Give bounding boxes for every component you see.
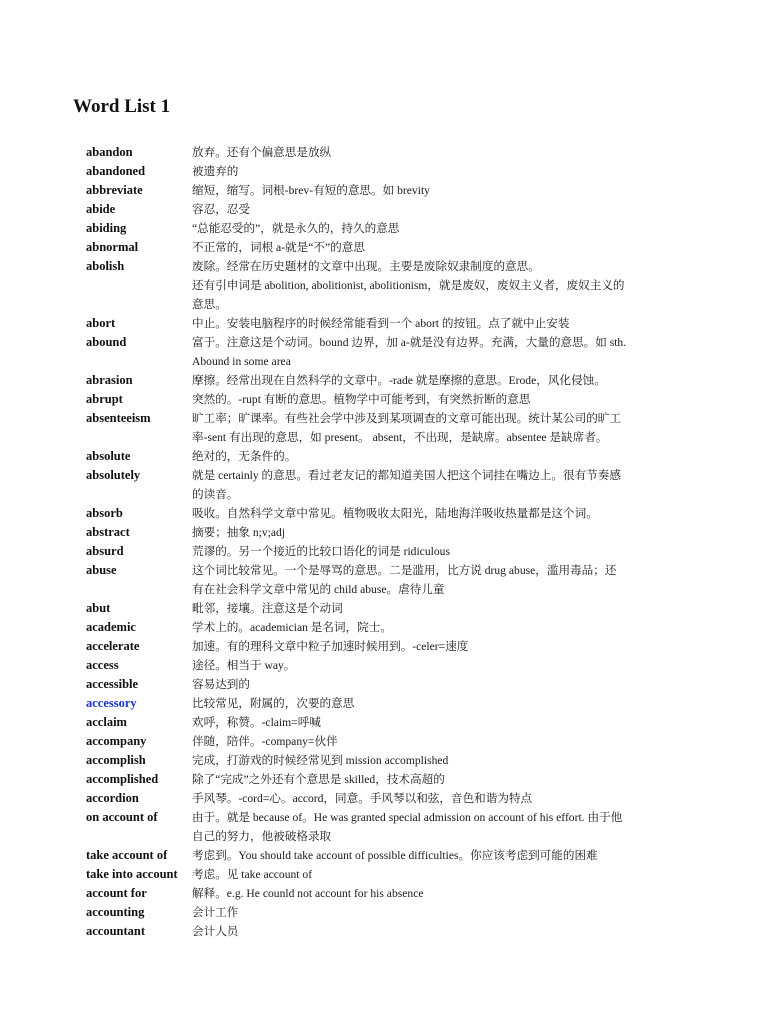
definition-line: 富于。注意这是个动词。bound 边界，加 a-就是没有边界。充满，大量的意思。如 sth. xyxy=(192,336,627,349)
list-item xyxy=(86,751,706,770)
list-item xyxy=(86,409,706,447)
entry-term: accounting xyxy=(86,905,145,919)
definition-line: 解释。e.g. He counld not account for his absence xyxy=(192,887,424,900)
entry-definition xyxy=(192,333,706,371)
list-item xyxy=(86,523,706,542)
definition-line: 途径。相当于 way。 xyxy=(192,659,296,672)
list-item xyxy=(86,314,706,333)
list-item xyxy=(86,238,706,257)
list-item xyxy=(86,694,706,713)
entry-definition xyxy=(192,846,706,865)
definition-line: 手风琴。-cord=心。accord，同意。手风琴以和弦，音色和谐为特点 xyxy=(192,792,533,805)
entry-term: abrupt xyxy=(86,392,123,406)
list-item xyxy=(86,675,706,694)
definition-line: 率-sent 有出现的意思，如 present。 absent，不出现，是缺席。absentee 是缺席者。 xyxy=(192,431,608,444)
entry-term: absurd xyxy=(86,544,124,558)
entry-definition xyxy=(192,390,706,409)
entry-term: account for xyxy=(86,886,147,900)
entry-term: accomplished xyxy=(86,772,159,786)
entry-definition xyxy=(192,466,706,504)
list-item xyxy=(86,181,706,200)
word-list xyxy=(86,143,706,941)
definition-line: 会计人员 xyxy=(192,925,239,938)
list-item xyxy=(86,561,706,599)
definition-line: 被遗弃的 xyxy=(192,165,239,178)
entry-definition xyxy=(192,675,706,694)
list-item xyxy=(86,770,706,789)
definition-line: 由于。就是 because of。He was granted special admission on account of his effort. 由于他 xyxy=(192,811,623,824)
entry-definition xyxy=(192,865,706,884)
definition-line: 荒谬的。另一个接近的比较口语化的词是 ridiculous xyxy=(192,545,450,558)
definition-line: 完成，打游戏的时候经常见到 mission accomplished xyxy=(192,754,449,767)
definition-line: 摩擦。经常出现在自然科学的文章中。-rade 就是摩擦的意思。Erode，风化侵蚀。 xyxy=(192,374,606,387)
page-title: Word List 1 xyxy=(73,96,171,117)
list-item xyxy=(86,903,706,922)
definition-line: 旷工率；旷课率。有些社会学中涉及到某项调查的文章可能出现。统计某公司的旷工 xyxy=(192,412,621,425)
definition-line: 有在社会科学文章中常见的 child abuse。虐待儿童 xyxy=(192,583,445,596)
entry-term: abound xyxy=(86,335,127,349)
definition-line: Abound in some area xyxy=(192,355,291,368)
entry-definition xyxy=(192,523,706,542)
entry-term: academic xyxy=(86,620,136,634)
entry-term: absolutely xyxy=(86,468,141,482)
definition-line: 除了“完成”之外还有个意思是 skilled，技术高超的 xyxy=(192,773,445,786)
entry-definition xyxy=(192,238,706,257)
definition-line: 的读音。 xyxy=(192,488,239,501)
entry-term: abandoned xyxy=(86,164,146,178)
list-item xyxy=(86,884,706,903)
definition-line: 中止。安装电脑程序的时候经常能看到一个 abort 的按钮。点了就中止安装 xyxy=(192,317,570,330)
definition-line: 伴随，陪伴。-company=伙伴 xyxy=(192,735,338,748)
entry-term: abolish xyxy=(86,259,125,273)
entry-definition xyxy=(192,371,706,390)
entry-definition xyxy=(192,409,706,447)
list-item xyxy=(86,504,706,523)
definition-line: 吸收。自然科学文章中常见。植物吸收太阳光，陆地海洋吸收热量都是这个词。 xyxy=(192,507,598,520)
list-item xyxy=(86,922,706,941)
entry-definition xyxy=(192,257,706,314)
list-item xyxy=(86,143,706,162)
entry-term: accomplish xyxy=(86,753,146,767)
entry-term: abiding xyxy=(86,221,127,235)
list-item xyxy=(86,200,706,219)
entry-definition xyxy=(192,200,706,219)
entry-term: accelerate xyxy=(86,639,140,653)
list-item xyxy=(86,219,706,238)
definition-line: 意思。 xyxy=(192,298,227,311)
list-item xyxy=(86,447,706,466)
definition-line: 容忍，忍受 xyxy=(192,203,250,216)
entry-term: abbreviate xyxy=(86,183,143,197)
list-item xyxy=(86,333,706,371)
entry-definition xyxy=(192,922,706,941)
entry-term: absolute xyxy=(86,449,131,463)
entry-definition xyxy=(192,732,706,751)
list-item xyxy=(86,390,706,409)
definition-line: 突然的。-rupt 有断的意思。植物学中可能考到，有突然折断的意思 xyxy=(192,393,531,406)
entry-definition xyxy=(192,314,706,333)
definition-line: 不正常的，词根 a-就是“不”的意思 xyxy=(192,241,365,254)
entry-definition xyxy=(192,599,706,618)
definition-line: 会计工作 xyxy=(192,906,239,919)
definition-line: 欢呼，称赞。-claim=呼喊 xyxy=(192,716,321,729)
entry-definition xyxy=(192,637,706,656)
list-item xyxy=(86,618,706,637)
definition-line: 学术上的。academician 是名词，院士。 xyxy=(192,621,392,634)
definition-line: 摘要；抽象 n;v;adj xyxy=(192,526,286,539)
entry-term: acclaim xyxy=(86,715,127,729)
definition-line: 放弃。还有个偏意思是放纵 xyxy=(192,146,332,159)
entry-definition xyxy=(192,808,706,846)
entry-definition xyxy=(192,694,706,713)
entry-term: abut xyxy=(86,601,111,615)
definition-line: 还有引申词是 abolition, abolitionist, abolitionism，就是废奴，废奴主义者，废奴主义的 xyxy=(192,279,625,292)
entry-definition xyxy=(192,447,706,466)
entry-definition xyxy=(192,770,706,789)
entry-term: take into account xyxy=(86,867,178,881)
entry-definition xyxy=(192,789,706,808)
entry-term: absenteeism xyxy=(86,411,151,425)
entry-term: absorb xyxy=(86,506,123,520)
definition-line: 加速。有的理科文章中粒子加速时候用到。-celer=速度 xyxy=(192,640,469,653)
entry-definition xyxy=(192,903,706,922)
list-item xyxy=(86,846,706,865)
entry-term: accordion xyxy=(86,791,139,805)
entry-term: take account of xyxy=(86,848,168,862)
entry-term: abandon xyxy=(86,145,133,159)
definition-line: 废除。经常在历史题材的文章中出现。主要是废除奴隶制度的意思。 xyxy=(192,260,540,273)
list-item xyxy=(86,656,706,675)
entry-term: accessible xyxy=(86,677,139,691)
definition-line: 这个词比较常见。一个是辱骂的意思。二是滥用，比方说 drug abuse，滥用毒品；还 xyxy=(192,564,617,577)
entry-term: accountant xyxy=(86,924,146,938)
entry-definition xyxy=(192,542,706,561)
entry-term: abrasion xyxy=(86,373,133,387)
entry-term: on account of xyxy=(86,810,158,824)
entry-definition xyxy=(192,561,706,599)
list-item xyxy=(86,371,706,390)
entry-definition xyxy=(192,713,706,732)
entry-definition xyxy=(192,751,706,770)
entry-definition xyxy=(192,884,706,903)
list-item xyxy=(86,542,706,561)
definition-line: 缩短，缩写。词根-brev-有短的意思。如 brevity xyxy=(192,184,430,197)
entry-term: abuse xyxy=(86,563,117,577)
definition-line: 考虑到。You should take account of possible difficulties。你应该考虑到可能的困难 xyxy=(192,849,598,862)
entry-term: accessory xyxy=(86,696,137,710)
list-item xyxy=(86,466,706,504)
entry-definition xyxy=(192,504,706,523)
definition-line: 容易达到的 xyxy=(192,678,250,691)
definition-line: 毗邻，接壤。注意这是个动词 xyxy=(192,602,343,615)
list-item xyxy=(86,599,706,618)
entry-definition xyxy=(192,618,706,637)
entry-definition xyxy=(192,219,706,238)
entry-term: access xyxy=(86,658,119,672)
definition-line: 就是 certainly 的意思。看过老友记的都知道美国人把这个词挂在嘴边上。很有节奏感 xyxy=(192,469,621,482)
entry-term: abstract xyxy=(86,525,130,539)
entry-term: abnormal xyxy=(86,240,139,254)
definition-line: “总能忍受的”，就是永久的，持久的意思 xyxy=(192,222,400,235)
entry-term: accompany xyxy=(86,734,147,748)
entry-term: abide xyxy=(86,202,116,216)
list-item xyxy=(86,162,706,181)
list-item xyxy=(86,637,706,656)
list-item xyxy=(86,808,706,846)
definition-line: 绝对的，无条件的。 xyxy=(192,450,297,463)
definition-line: 自己的努力，他被破格录取 xyxy=(192,830,332,843)
definition-line: 比较常见，附属的，次要的意思 xyxy=(192,697,355,710)
entry-definition xyxy=(192,656,706,675)
entry-definition xyxy=(192,162,706,181)
list-item xyxy=(86,713,706,732)
list-item xyxy=(86,257,706,314)
list-item xyxy=(86,865,706,884)
list-item xyxy=(86,789,706,808)
list-item xyxy=(86,732,706,751)
entry-definition xyxy=(192,143,706,162)
definition-line: 考虑。见 take account of xyxy=(192,868,313,881)
entry-term: abort xyxy=(86,316,116,330)
entry-definition xyxy=(192,181,706,200)
